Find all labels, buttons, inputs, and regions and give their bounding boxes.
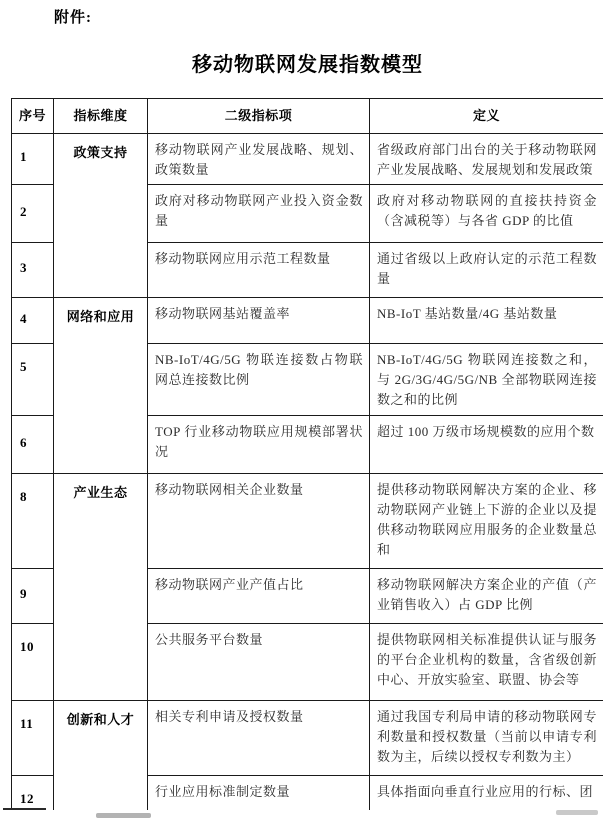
- index-model-table-container: [11, 98, 603, 810]
- definition-cell: 通过省级以上政府认定的示范工程数量: [370, 243, 604, 298]
- row-number-cell: 1: [12, 134, 54, 185]
- definition-cell: 提供移动物联网解决方案的企业、移动物联网产业链上下游的企业以及提供移动物联网应用服务的企业数量总和: [370, 474, 604, 569]
- definition-cell: 具体指面向垂直行业应用的行标、团: [370, 776, 604, 811]
- header-cell-dimension: 指标维度: [54, 99, 148, 134]
- definition-cell: 提供物联网相关标准提供认证与服务的平台企业机构的数量，含省级创新中心、开放实验室、联盟、协会等: [370, 624, 604, 701]
- dimension-cell: 产业生态: [54, 474, 148, 701]
- indicator-cell: TOP 行业移动物联应用规模部署状况: [148, 416, 370, 474]
- dimension-cell: 网络和应用: [54, 298, 148, 474]
- row-number-cell: 5: [12, 344, 54, 416]
- header-cell-indicator: 二级指标项: [148, 99, 370, 134]
- indicator-cell: 行业应用标准制定数量: [148, 776, 370, 811]
- row-number-cell: 3: [12, 243, 54, 298]
- indicator-cell: 相关专利申请及授权数量: [148, 701, 370, 776]
- row-number-cell: 11: [12, 701, 54, 776]
- definition-cell: 省级政府部门出台的关于移动物联网产业发展战略、发展规划和发展政策: [370, 134, 604, 185]
- index-model-table: [11, 98, 603, 810]
- definition-cell: 移动物联网解决方案企业的产值（产业销售收入）占 GDP 比例: [370, 569, 604, 624]
- definition-cell: NB-IoT/4G/5G 物联网连接数之和，与 2G/3G/4G/5G/NB 全部物联网连接数之和的比例: [370, 344, 604, 416]
- row-number-cell: 12: [12, 776, 54, 811]
- page-edge-smudge-left: [96, 813, 151, 818]
- definition-cell: NB-IoT 基站数量/4G 基站数量: [370, 298, 604, 344]
- header-cell-definition: 定义: [370, 99, 604, 134]
- row-number-cell: 9: [12, 569, 54, 624]
- indicator-cell: NB-IoT/4G/5G 物联连接数占物联网总连接数比例: [148, 344, 370, 416]
- dimension-cell: 政策支持: [54, 134, 148, 298]
- indicator-cell: 政府对移动物联网产业投入资金数量: [148, 185, 370, 243]
- dimension-cell: 创新和人才: [54, 701, 148, 811]
- row-number-cell: 6: [12, 416, 54, 474]
- indicator-cell: 公共服务平台数量: [148, 624, 370, 701]
- table-row: [12, 701, 604, 776]
- row-number-cell: 10: [12, 624, 54, 701]
- page-title: 移动物联网发展指数模型: [192, 54, 423, 76]
- indicator-cell: 移动物联网产业产值占比: [148, 569, 370, 624]
- indicator-cell: 移动物联网基站覆盖率: [148, 298, 370, 344]
- page-edge-smudge-right: [556, 810, 598, 815]
- indicator-cell: 移动物联网相关企业数量: [148, 474, 370, 569]
- indicator-cell: 移动物联网产业发展战略、规划、政策数量: [148, 134, 370, 185]
- definition-cell: 通过我国专利局申请的移动物联网专利数量和授权数量（当前以申请专利数为主，后续以授权专利数为主）: [370, 701, 604, 776]
- indicator-cell: 移动物联网应用示范工程数量: [148, 243, 370, 298]
- definition-cell: 政府对移动物联网的直接扶持资金（含减税等）与各省 GDP 的比值: [370, 185, 604, 243]
- row-number-cell: 4: [12, 298, 54, 344]
- attachment-label: 附件:: [54, 10, 92, 26]
- row-number-cell: 8: [12, 474, 54, 569]
- table-row: [12, 134, 604, 185]
- definition-cell: 超过 100 万级市场规模数的应用个数: [370, 416, 604, 474]
- row-number-cell: 2: [12, 185, 54, 243]
- table-row: [12, 474, 604, 569]
- table-row: [12, 298, 604, 344]
- table-header-row: [12, 99, 604, 134]
- page-edge-line-artifact: [3, 808, 46, 810]
- header-cell-no: 序号: [12, 99, 54, 134]
